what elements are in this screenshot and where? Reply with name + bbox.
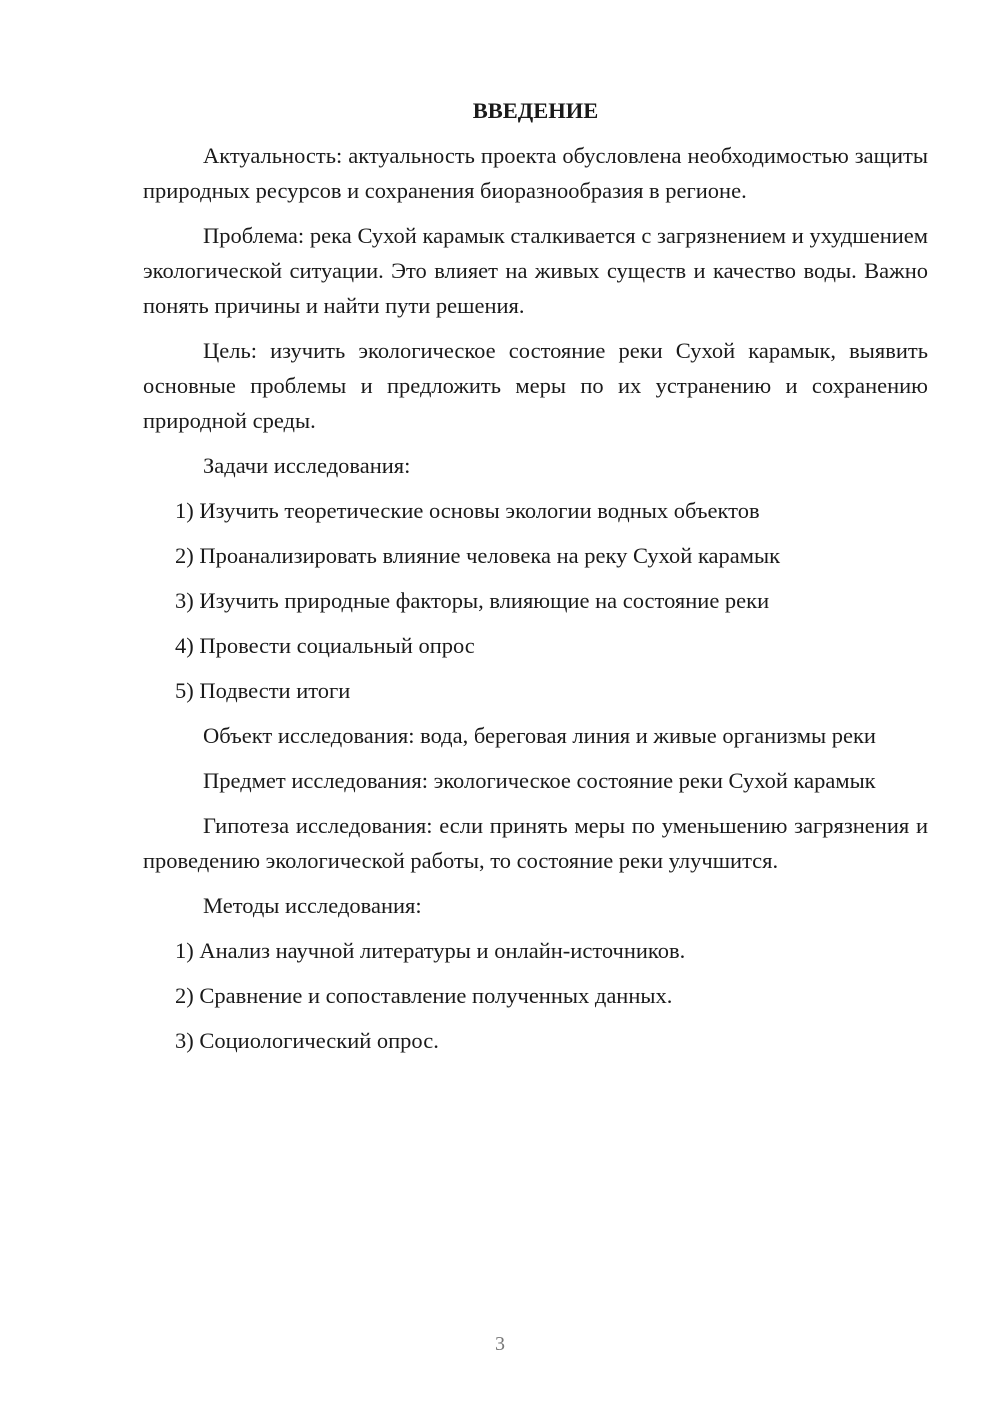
list-item-method: 3) Социологический опрос.	[175, 1028, 439, 1053]
page-title: ВВЕДЕНИЕ	[472, 98, 599, 123]
object-paragraph: Объект исследования: вода, береговая линия и живые организмы реки	[203, 723, 876, 748]
methods-heading: Методы исследования:	[203, 893, 422, 918]
list-item-task: 1) Изучить теоретические основы экологии водных объектов	[175, 498, 760, 523]
list-item-task: 3) Изучить природные факторы, влияющие на состояние реки	[175, 588, 770, 613]
tasks-heading: Задачи исследования:	[203, 453, 411, 478]
hypothesis-paragraph: Гипотеза исследования: если принять меры по уменьшению загрязнения и проведению экологической работы, то состояние реки улучшится.	[143, 813, 928, 873]
document-body	[143, 95, 928, 1068]
goal-paragraph: Цель: изучить экологическое состояние реки Сухой карамык, выявить основные проблемы и предложить меры по их устранению и сохранению природной среды.	[143, 338, 928, 433]
tasks-list	[143, 493, 928, 708]
list-item-task: 5) Подвести итоги	[175, 678, 351, 703]
methods-list	[143, 933, 928, 1058]
list-item-method: 1) Анализ научной литературы и онлайн-источников.	[175, 938, 686, 963]
list-item-task: 2) Проанализировать влияние человека на реку Сухой карамык	[175, 543, 781, 568]
page-number: 3	[495, 1333, 505, 1355]
subject-paragraph: Предмет исследования: экологическое состояние реки Сухой карамык	[203, 768, 876, 793]
relevance-paragraph: Актуальность: актуальность проекта обусловлена необходимостью защиты природных ресурсов и сохранения биоразнообразия в регионе.	[143, 143, 928, 203]
list-item-method: 2) Сравнение и сопоставление полученных данных.	[175, 983, 673, 1008]
problem-paragraph: Проблема: река Сухой карамык сталкивается с загрязнением и ухудшением экологической ситуации. Это влияет на живых существ и качество воды. Важно понять причины и найти пути решения.	[143, 223, 928, 318]
list-item-task: 4) Провести социальный опрос	[175, 633, 475, 658]
